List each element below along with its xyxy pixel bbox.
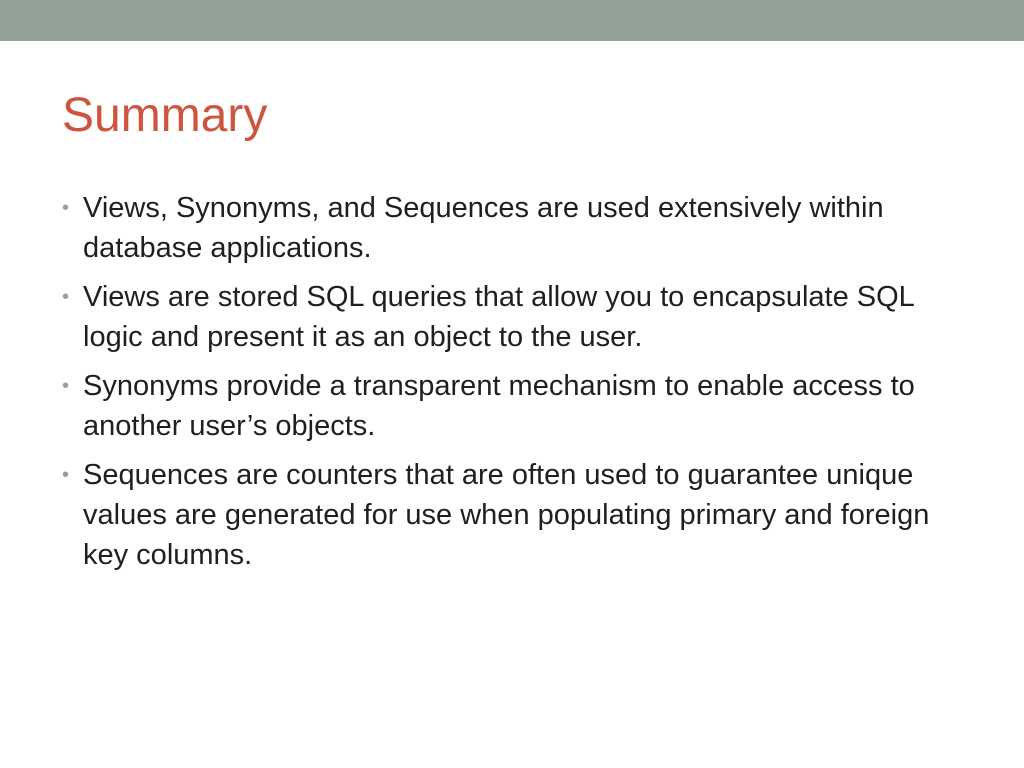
bullet-item (62, 366, 967, 446)
bullet-item (62, 188, 967, 268)
bullet-text: Synonyms provide a transparent mechanism to enable access to another user’s objects. (83, 370, 915, 442)
bullet-dot-icon: • (62, 197, 70, 219)
slide-title: Summary (62, 89, 268, 142)
bullet-text: Views, Synonyms, and Sequences are used extensively within database applications. (83, 192, 884, 264)
bullet-dot-icon: • (62, 375, 70, 397)
bullet-text: Sequences are counters that are often used to guarantee unique values are generated for use when populating primary and foreign key columns. (83, 459, 930, 571)
bullet-item (62, 455, 967, 575)
bullet-dot-icon: • (62, 286, 70, 308)
bullet-text: Views are stored SQL queries that allow you to encapsulate SQL logic and present it as an object to the user. (83, 281, 914, 353)
bullet-list (62, 188, 967, 584)
top-accent-band (0, 0, 1024, 41)
bullet-dot-icon: • (62, 464, 70, 486)
bullet-item (62, 277, 967, 357)
